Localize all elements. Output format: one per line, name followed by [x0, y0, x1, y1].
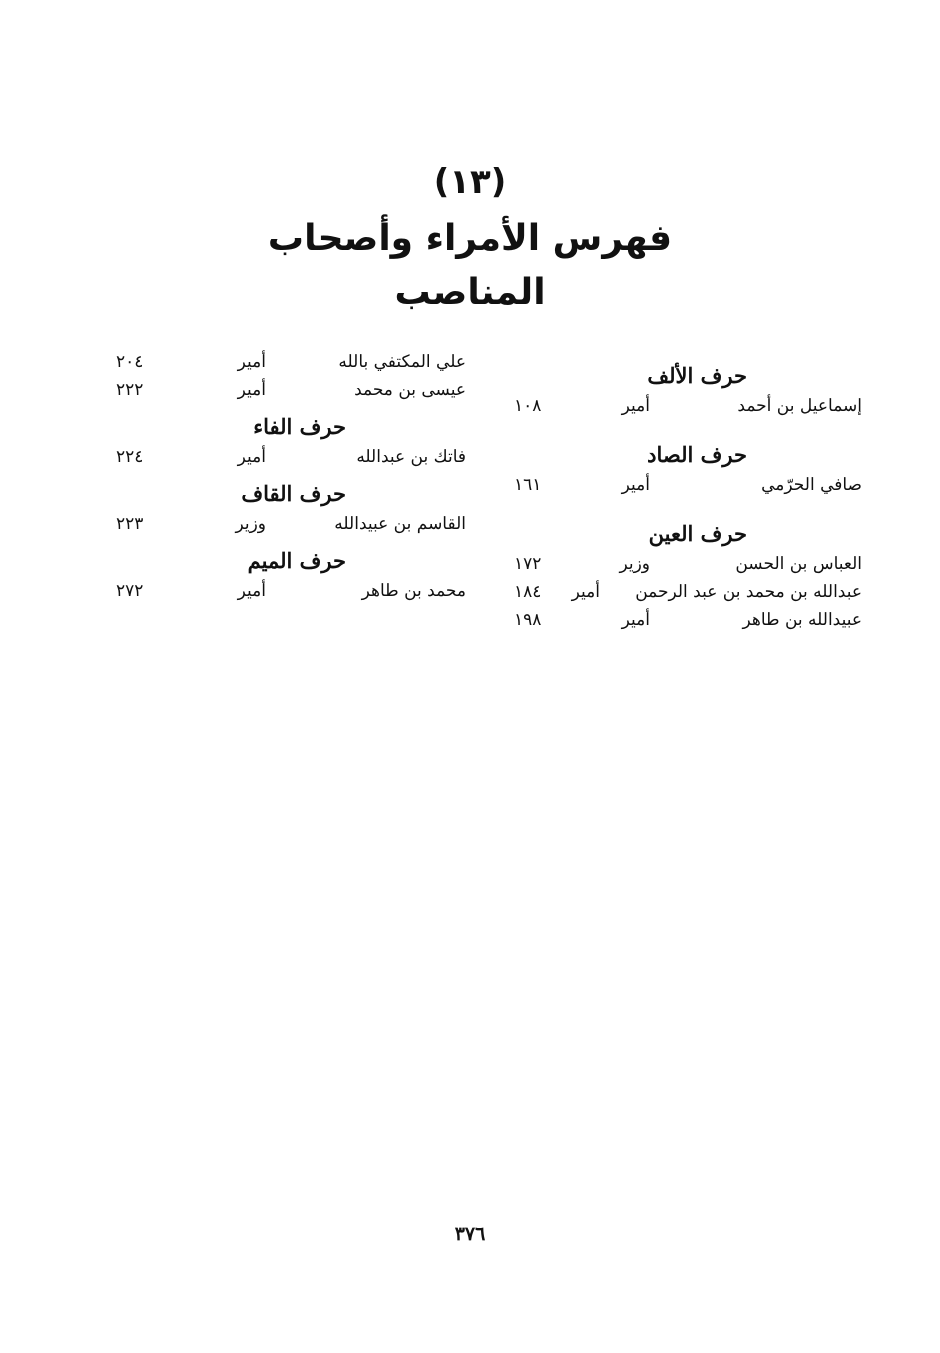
- entry-page: ٢٧٢: [116, 581, 144, 601]
- entry-name: فاتك بن عبدالله: [356, 447, 466, 467]
- entry-page: ١٧٢: [514, 554, 542, 574]
- chapter-title-line-1: فهرس الأمراء وأصحاب: [267, 218, 673, 259]
- entry-name: صافي الحرّمي: [761, 475, 862, 495]
- index-entry: [514, 607, 862, 633]
- entry-name: إسماعيل بن أحمد: [737, 396, 862, 416]
- page-number: ٣٧٦: [454, 1223, 486, 1245]
- section-heading-ayn: حرف العين: [648, 521, 747, 546]
- index-entry: [514, 393, 862, 419]
- entry-page: ١٨٤: [514, 582, 542, 602]
- entry-page: ٢٢٣: [116, 514, 144, 534]
- index-entry: [116, 349, 466, 375]
- entry-rank: أمير: [237, 352, 266, 372]
- index-entry: [116, 444, 466, 470]
- index-entry: [116, 511, 466, 537]
- entry-rank: وزير: [619, 554, 650, 574]
- section-heading-qaf: حرف القاف: [241, 481, 346, 506]
- entry-name: عبدالله بن محمد بن عبد الرحمن: [635, 582, 862, 602]
- index-entry: [514, 472, 862, 498]
- index-entry: [514, 551, 862, 577]
- entry-rank: أمير: [237, 380, 266, 400]
- index-entry: [116, 377, 466, 403]
- chapter-title-line-2: المناصب: [394, 272, 546, 313]
- section-heading-alif: حرف الألف: [647, 363, 747, 388]
- chapter-number: (١٣): [433, 162, 507, 202]
- entry-rank: وزير: [235, 514, 266, 534]
- entry-rank: أمير: [571, 582, 600, 602]
- entry-page: ٢٢٤: [116, 447, 144, 467]
- entry-rank: أمير: [237, 581, 266, 601]
- entry-rank: أمير: [237, 447, 266, 467]
- entry-page: ١٦١: [514, 475, 542, 495]
- entry-name: العباس بن الحسن: [735, 554, 862, 574]
- index-column-right: [514, 360, 862, 635]
- section-heading-sad: حرف الصاد: [647, 442, 747, 467]
- index-entry: [116, 578, 466, 604]
- section-heading-fa: حرف الفاء: [253, 414, 346, 439]
- entry-name: القاسم بن عبيدالله: [334, 514, 466, 534]
- entry-name: عبيدالله بن طاهر: [742, 610, 862, 630]
- entry-page: ٢٠٤: [116, 352, 144, 372]
- entry-page: ١٩٨: [514, 610, 542, 630]
- entry-name: محمد بن طاهر: [361, 581, 466, 601]
- index-entry: [514, 579, 862, 605]
- entry-rank: أمير: [621, 610, 650, 630]
- entry-page: ١٠٨: [514, 396, 542, 416]
- section-heading-mim: حرف الميم: [247, 548, 346, 573]
- entry-name: علي المكتفي بالله: [338, 352, 466, 372]
- entry-rank: أمير: [621, 475, 650, 495]
- entry-rank: أمير: [621, 396, 650, 416]
- entry-name: عيسى بن محمد: [354, 380, 466, 400]
- entry-page: ٢٢٢: [116, 380, 144, 400]
- index-column-left: [116, 349, 466, 606]
